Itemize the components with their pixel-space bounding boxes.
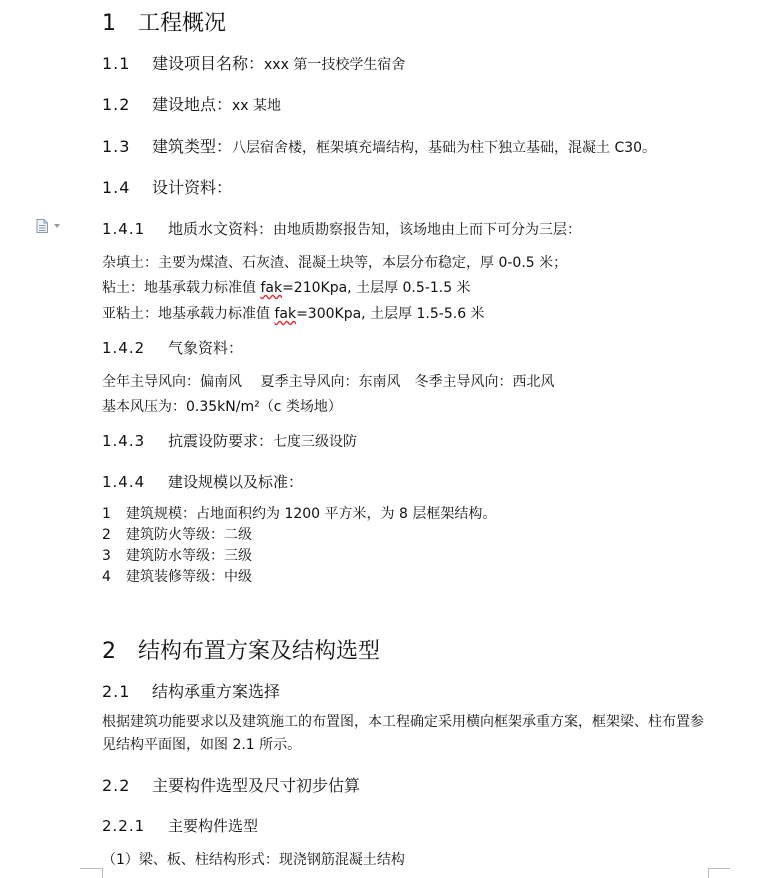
heading-2-2-1: 2.2.1 主要构件选型 xyxy=(102,817,259,835)
heading-1-4-3: 1.4.3 抗震设防要求：七度三级设防 xyxy=(102,432,358,450)
list-item: 4 建筑装修等级：中级 xyxy=(102,569,252,585)
heading-1: 1 工程概况 xyxy=(102,11,227,36)
wind-direction: 全年主导风向：偏南风 夏季主导风向：东南风 冬季主导风向：西北风 xyxy=(102,374,555,390)
heading-2: 2 结构布置方案及结构选型 xyxy=(102,639,381,664)
heading-1-4-2: 1.4.2 气象资料： xyxy=(102,339,244,357)
list-item: 1 建筑规模：占地面积约为 1200 平方米，为 8 层框架结构。 xyxy=(102,506,497,522)
soil-layer-2: 粘土：地基承载力标准值 fak=210Kpa, 土层厚 0.5-1.5 米 xyxy=(102,280,471,296)
paragraph-2-2-1: （1）梁、板、柱结构形式：现浇钢筋混凝土结构 xyxy=(102,852,405,868)
paragraph-2-1: 根据建筑功能要求以及建筑施工的布置图，本工程确定采用横向框架承重方案，框架梁、柱布置参见结构平面图，如图 2.1 所示。 xyxy=(102,714,704,753)
heading-1-4-1: 1.4.1 地质水文资料：由地质勘察报告知，该场地由上而下可分为三层： xyxy=(102,220,582,238)
heading-1-4-4: 1.4.4 建设规模以及标准： xyxy=(102,473,304,491)
heading-1-4: 1.4 设计资料： xyxy=(102,178,233,197)
wind-pressure: 基本风压为：0.35kN/m²（c 类场地） xyxy=(102,399,342,415)
margin-crop-mark xyxy=(102,868,103,878)
heading-1-2: 1.2 建设地点：xx 某地 xyxy=(102,95,282,114)
heading-1-1: 1.1 建设项目名称：xxx 第一技校学生宿舍 xyxy=(102,54,406,73)
heading-2-2: 2.2 主要构件选型及尺寸初步估算 xyxy=(102,776,361,795)
margin-crop-mark xyxy=(80,868,102,869)
margin-crop-mark xyxy=(708,868,709,878)
soil-layer-3: 亚粘土：地基承载力标准值 fak=300Kpa, 土层厚 1.5-5.6 米 xyxy=(102,306,485,322)
soil-layer-1: 杂填土：主要为煤渣、石灰渣、混凝土块等，本层分布稳定，厚 0-0.5 米； xyxy=(102,255,568,271)
margin-crop-mark xyxy=(708,868,730,869)
chevron-down-icon[interactable] xyxy=(54,224,60,228)
heading-1-3: 1.3 建筑类型：八层宿舍楼，框架填充墙结构，基础为柱下独立基础，混凝土 C30。 xyxy=(102,137,657,156)
list-item: 2 建筑防火等级：二级 xyxy=(102,527,252,543)
heading-2-1: 2.1 结构承重方案选择 xyxy=(102,682,281,701)
list-item: 3 建筑防水等级：三级 xyxy=(102,548,252,564)
document-icon[interactable] xyxy=(36,219,48,233)
